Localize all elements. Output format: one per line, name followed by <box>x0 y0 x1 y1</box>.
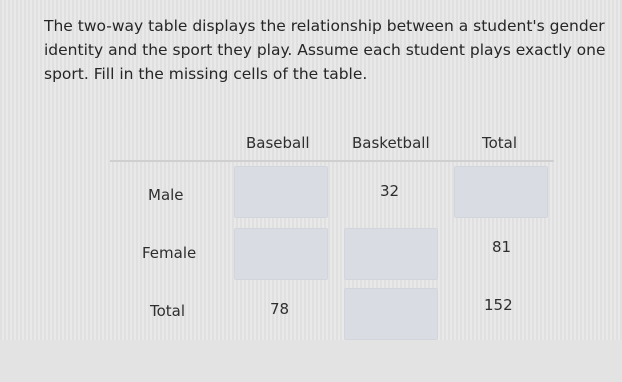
female-total-value: 81 <box>492 238 512 256</box>
row-label-female: Female <box>142 244 197 262</box>
female-basketball-input[interactable] <box>344 228 438 280</box>
row-label-total: Total <box>150 302 186 320</box>
total-baseball-value: 78 <box>270 300 290 318</box>
bottom-shade <box>0 340 622 382</box>
column-header-basketball: Basketball <box>352 134 430 152</box>
male-baseball-input[interactable] <box>234 166 328 218</box>
column-header-baseball: Baseball <box>246 134 310 152</box>
header-divider <box>110 160 554 162</box>
male-total-input[interactable] <box>454 166 548 218</box>
column-header-total: Total <box>482 134 518 152</box>
row-label-male: Male <box>148 186 184 204</box>
grand-total-value: 152 <box>484 296 513 314</box>
female-baseball-input[interactable] <box>234 228 328 280</box>
male-basketball-value: 32 <box>380 182 400 200</box>
total-basketball-input[interactable] <box>344 288 438 340</box>
question-prompt: The two-way table displays the relationship between a student's gender identity and the sport they play. Assume each student plays exactly one sport. Fill in the missing cells of the table. <box>44 17 606 83</box>
